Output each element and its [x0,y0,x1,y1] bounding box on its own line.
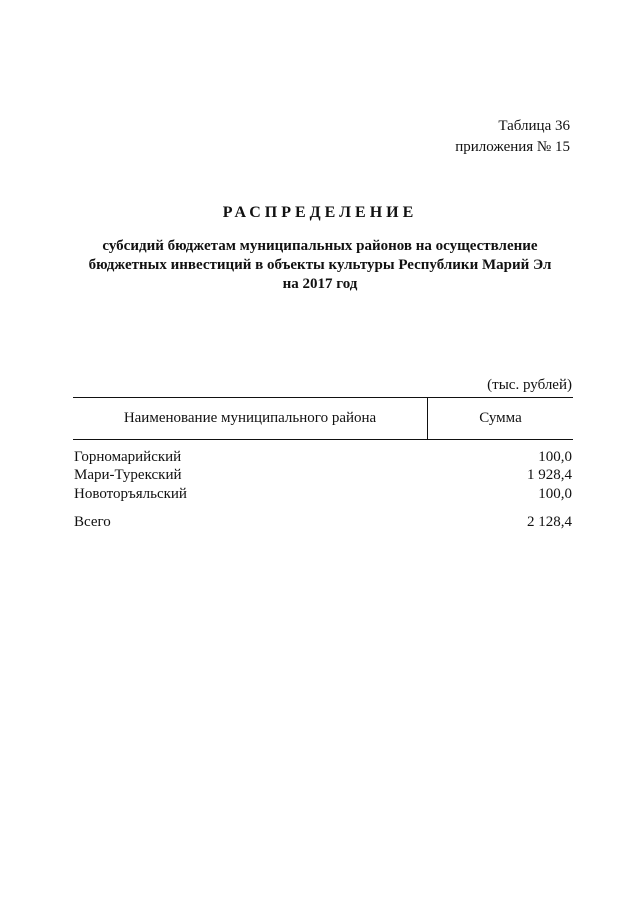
appendix-reference: приложения № 15 [455,139,570,155]
table-header-rule [73,439,573,440]
district-sum: 100,0 [538,486,572,502]
units-label: (тыс. рублей) [487,377,572,393]
district-sum: 100,0 [538,449,572,465]
column-header-district: Наименование муниципального района [123,410,377,426]
document-title: РАСПРЕДЕЛЕНИЕ [222,204,418,221]
total-label: Всего [74,514,111,530]
table-reference: Таблица 36 [498,118,570,134]
table-row [74,486,572,506]
subtitle-line-2: бюджетных инвестиций в объекты культуры Республики Марий Эл [88,257,552,273]
district-name: Горномарийский [74,449,182,465]
district-sum: 1 928,4 [527,467,572,483]
subtitle-line-1: субсидий бюджетам муниципальных районов на осуществление [102,238,538,254]
column-header-sum: Сумма [479,410,522,426]
table-row [74,449,572,469]
district-name: Мари-Турекский [74,467,182,483]
subtitle-line-3: на 2017 год [282,276,358,292]
table-top-rule [73,397,573,398]
table-row [74,467,572,487]
district-name: Новоторъяльский [74,486,187,502]
total-row [74,514,572,534]
total-sum: 2 128,4 [527,514,572,530]
